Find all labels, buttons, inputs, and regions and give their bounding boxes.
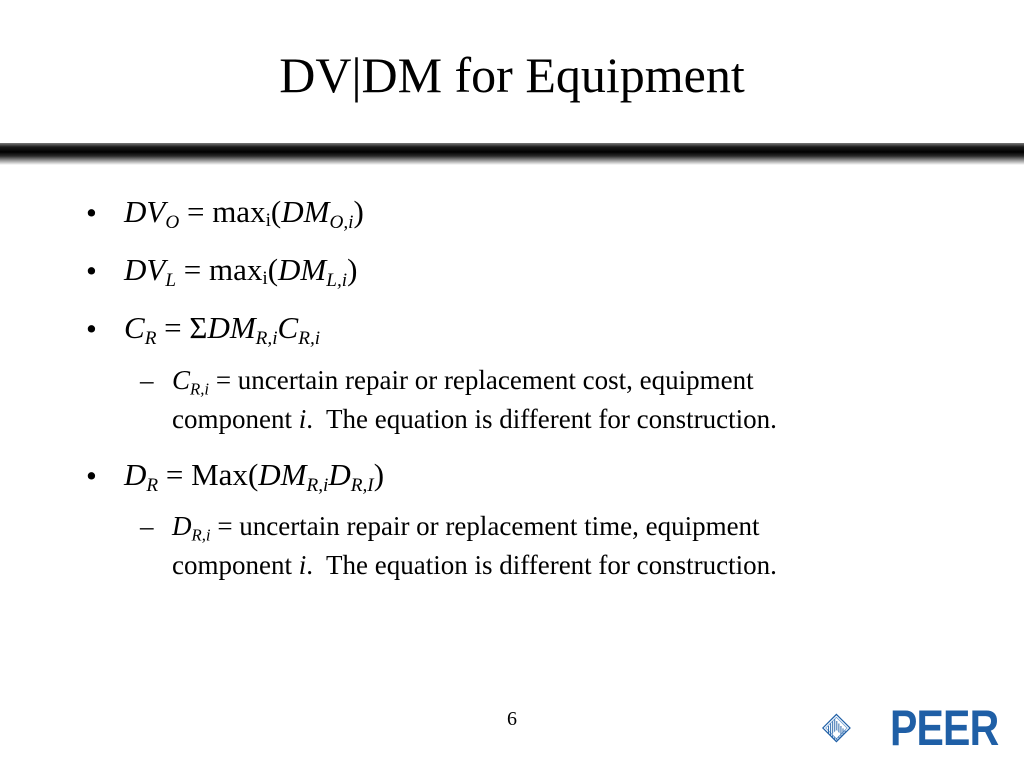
subbullet-cri-text2b: . The equation is different for construction. [306, 404, 777, 434]
subbullet-cri-line2 [172, 404, 777, 434]
bullet-dr-close: ) [373, 457, 385, 492]
bullet-dv-l-open: ( [267, 252, 279, 287]
bullet-dr-t1-sub: R,i [306, 475, 329, 497]
subbullet-dri-text2i: i [298, 550, 307, 580]
bullet-marker: • [86, 253, 97, 288]
bullet-dr-t2-sub: R,I [350, 475, 374, 497]
bullet-marker: • [86, 311, 97, 346]
subbullet-cri-var: C [172, 365, 191, 395]
subbullet-dri-line1 [172, 511, 760, 545]
bullet-dv-o-arg-sub: O,i [329, 212, 354, 234]
bullet-cr-t1: DM [207, 310, 256, 345]
page-number: 6 [507, 708, 517, 730]
bullet-dv-o-close: ) [353, 194, 364, 229]
bullet-dv-l-fn-sub: i [262, 268, 268, 290]
subbullet-dri-var: D [172, 511, 192, 541]
bullet-dv-o-lhs: DV [124, 194, 166, 229]
bullet-dv-o [124, 194, 364, 234]
subbullet-dri-line2 [172, 550, 777, 580]
subbullet-marker: – [140, 511, 154, 541]
slide-title: DV|DM for Equipment [279, 47, 745, 103]
subbullet-marker: – [140, 365, 154, 395]
subbullet-cri-var-sub: R,i [190, 379, 210, 399]
bullet-dv-l-close: ) [347, 252, 358, 287]
bullet-marker: • [86, 458, 97, 493]
subbullet-dri-text2a: component [172, 550, 299, 580]
bullet-cr-eq: = [156, 310, 190, 345]
bullet-cr [124, 310, 321, 350]
subbullet-cri-line1 [172, 365, 754, 399]
bullet-marker: • [86, 195, 97, 230]
bullet-dv-l-lhs: DV [124, 252, 166, 287]
bullet-dv-l-eq: = [176, 252, 209, 287]
bullet-dv-l [124, 252, 358, 292]
bullet-dr [124, 457, 385, 497]
subbullet-cri-text2i: i [298, 404, 307, 434]
bullet-dv-l-fn: max [209, 252, 263, 287]
subbullet-dri-var-sub: R,i [191, 525, 211, 545]
peer-logo-icon [822, 693, 892, 763]
bullet-dv-o-arg: DM [281, 194, 330, 229]
bullet-cr-sigma: Σ [189, 310, 208, 345]
bullet-dv-o-eq: = [179, 194, 213, 229]
bullet-dv-l-arg-sub: L,i [326, 270, 348, 292]
bullet-dr-lhs-sub: R [146, 475, 159, 497]
bullet-cr-t2: C [277, 310, 299, 345]
subbullet-dri-text1: = uncertain repair or replacement time, equipment [210, 511, 760, 541]
bullet-cr-t1-sub: R,i [255, 328, 278, 350]
bullet-cr-lhs-sub: R [144, 328, 157, 350]
bullet-dv-l-lhs-sub: L [165, 270, 177, 292]
subbullet-cri-text2a: component [172, 404, 299, 434]
bullet-dr-t1: DM [258, 457, 307, 492]
bullet-dr-open: ( [247, 457, 259, 492]
subbullet-cri-text1: = uncertain repair or replacement cost, equipment [209, 365, 754, 395]
subbullet-dri-text2b: . The equation is different for construction. [306, 550, 777, 580]
bullet-dr-fn: Max [191, 457, 248, 492]
bullet-dr-lhs: D [124, 457, 147, 492]
bullet-dv-o-open: ( [270, 194, 282, 229]
bullet-dv-o-lhs-sub: O [165, 212, 180, 234]
peer-logo-wordmark: PEER [890, 700, 999, 756]
bullet-dv-o-fn-sub: i [265, 210, 271, 232]
bullet-cr-t2-sub: R,i [298, 328, 321, 350]
bullet-dr-eq: = [158, 457, 192, 492]
bullet-dr-t2: D [328, 457, 351, 492]
bullet-cr-lhs: C [124, 310, 145, 345]
bullet-dv-l-arg: DM [278, 252, 327, 287]
bullet-dv-o-fn: max [212, 194, 266, 229]
